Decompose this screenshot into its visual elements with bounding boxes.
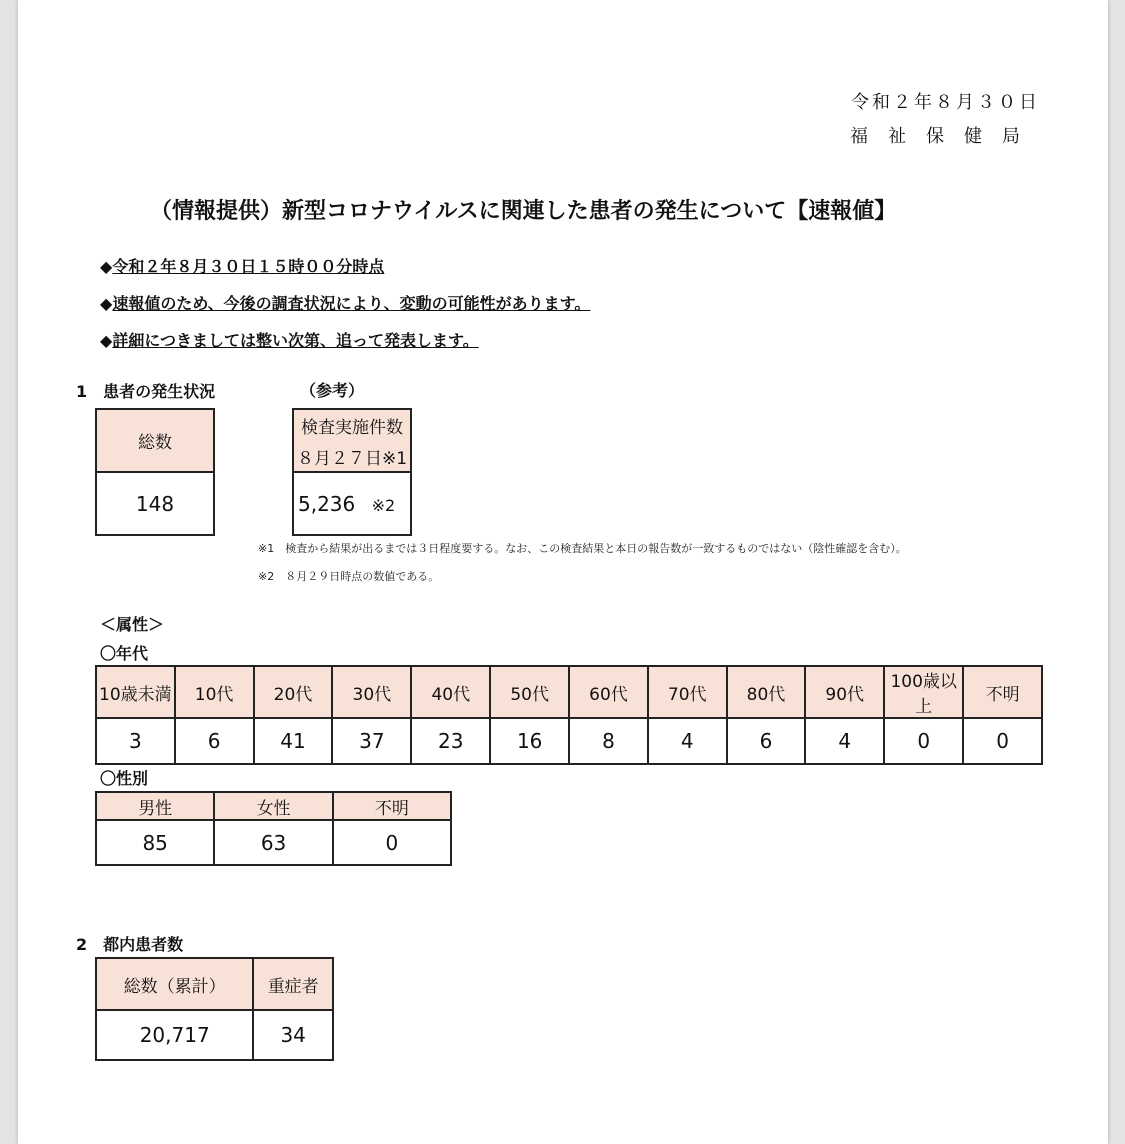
diamond-icon: ◆ — [100, 331, 113, 350]
reference-label: （参考） — [300, 381, 365, 400]
tests-header-line1: 検査実施件数 — [301, 417, 403, 438]
section2-heading: 2 都内患者数 — [76, 935, 184, 954]
age-value-cell: 16 — [490, 718, 569, 764]
age-value-cell: 4 — [805, 718, 884, 764]
total-value: 148 — [96, 472, 214, 535]
age-header-cell: 90代 — [805, 666, 884, 718]
diamond-icon: ◆ — [100, 294, 113, 313]
tests-value: 5,236 — [298, 491, 356, 516]
bullet-text: 令和２年８月３０日１５時００分時点 — [112, 257, 385, 276]
severe-value: 34 — [253, 1010, 333, 1060]
bullet-item — [100, 328, 479, 351]
diamond-icon: ◆ — [100, 257, 113, 276]
cumulative-value: 20,717 — [96, 1010, 253, 1060]
sex-value-cell: 85 — [96, 820, 214, 865]
bullet-text: 速報値のため、今後の調査状況により、変動の可能性があります。 — [112, 294, 591, 313]
bullet-text: 詳細につきましては整い次第、追って発表します。 — [112, 331, 479, 350]
footnote-2: ※2 ８月２９日時点の数値である。 — [258, 570, 440, 583]
sex-header-cell: 男性 — [96, 792, 214, 820]
age-header-cell: 60代 — [569, 666, 648, 718]
age-table — [95, 665, 1043, 765]
age-header-cell: 40代 — [411, 666, 490, 718]
age-header-cell: 20代 — [254, 666, 333, 718]
age-header-cell: 10代 — [175, 666, 254, 718]
tests-header-line2: ８月２７日※1 — [296, 448, 408, 469]
footnote-1: ※1 検査から結果が出るまでは３日程度要する。なお、この検査結果と本日の報告数が一致するものではない（陰性確認を含む）。 — [258, 542, 907, 555]
tests-value-cell — [293, 472, 411, 535]
tokyo-cases-table — [95, 957, 334, 1061]
age-value-cell: 8 — [569, 718, 648, 764]
total-cases-table — [95, 408, 215, 536]
attributes-heading: ＜属性＞ — [100, 615, 165, 634]
section1-heading: 1 患者の発生状況 — [76, 382, 216, 401]
age-header-cell: 100歳以上 — [884, 666, 963, 718]
age-value-cell: 3 — [96, 718, 175, 764]
age-header-cell: 不明 — [963, 666, 1042, 718]
age-value-cell: 41 — [254, 718, 333, 764]
age-value-cell: 6 — [727, 718, 806, 764]
tests-header — [293, 409, 411, 472]
sex-value-cell: 0 — [333, 820, 451, 865]
document-date: 令和２年８月３０日 — [851, 92, 1040, 113]
sex-value-cell: 63 — [214, 820, 332, 865]
age-value-cell: 4 — [648, 718, 727, 764]
age-value-cell: 23 — [411, 718, 490, 764]
tests-note-mark: ※2 — [371, 495, 396, 515]
severe-header: 重症者 — [253, 958, 333, 1010]
age-value-cell: 6 — [175, 718, 254, 764]
sex-table — [95, 791, 452, 866]
tests-table — [292, 408, 412, 536]
issuing-department: 福祉保健局 — [850, 126, 1040, 147]
age-header-cell: 30代 — [332, 666, 411, 718]
bullet-item — [100, 291, 590, 314]
sex-header-cell: 不明 — [333, 792, 451, 820]
age-heading: 〇年代 — [100, 644, 149, 663]
sex-header-cell: 女性 — [214, 792, 332, 820]
age-header-cell: 70代 — [648, 666, 727, 718]
document-title: （情報提供）新型コロナウイルスに関連した患者の発生について【速報値】 — [150, 199, 897, 224]
age-value-cell: 0 — [884, 718, 963, 764]
cumulative-header: 総数（累計） — [96, 958, 253, 1010]
age-header-cell: 50代 — [490, 666, 569, 718]
age-header-cell: 10歳未満 — [96, 666, 175, 718]
sex-heading: 〇性別 — [100, 769, 149, 788]
age-header-cell: 80代 — [727, 666, 806, 718]
age-value-cell: 37 — [332, 718, 411, 764]
age-value-cell: 0 — [963, 718, 1042, 764]
bullet-item — [100, 254, 384, 277]
total-header: 総数 — [96, 409, 214, 472]
